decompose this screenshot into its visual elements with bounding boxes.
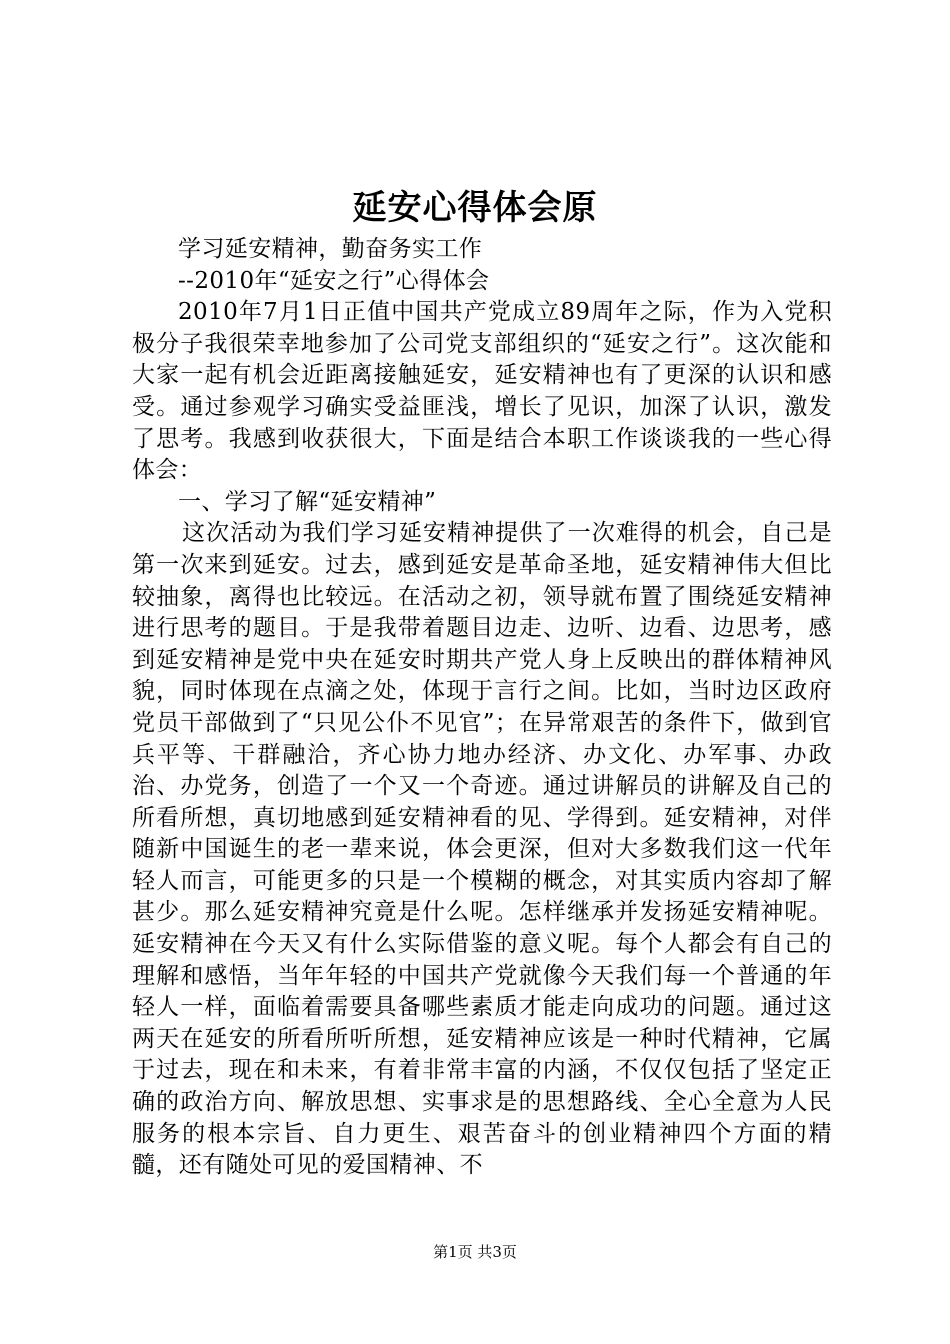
document-sub-subtitle: --2010年“延安之行”心得体会 [178, 267, 490, 294]
page-number-footer: 第1页 共3页 [433, 1243, 517, 1261]
section-heading: 一、学习了解“延安精神” [178, 488, 437, 515]
body-paragraph: 2010年7月1日正值中国共产党成立89周年之际，作为入党积极分子我很荣幸地参加了公司党支部组织的“延安之行”。这次能和大家一起有机会近距离接触延安，延安精神也有了更深的认识和感受。通过参观学习确实受益匪浅，增长了见识，加深了认识，激发了思考。我感到收获很大，下面是结合本职工作谈谈我的一些心得体会： [132, 299, 832, 484]
section-paragraph: 这次活动为我们学习延安精神提供了一次难得的机会，自己是第一次来到延安。过去，感到延安是革命圣地，延安精神伟大但比较抽象，离得也比较远。在活动之初，领导就布置了围绕延安精神进行思考的题目。于是我带着题目边走、边听、边看、边思考，感到延安精神是党中央在延安时期共产党人身上反映出的群体精神风貌，同时体现在点滴之处，体现于言行之间。比如，当时边区政府党员干部做到了“只见公仆不见官”；在异常艰苦的条件下，做到官兵平等、干群融洽，齐心协力地办经济、办文化、办军事、办政治、办党务，创造了一个又一个奇迹。通过讲解员的讲解及自己的所看所想，真切地感到延安精神看的见、学得到。延安精神，对伴随新中国诞生的老一辈来说，体会更深，但对大多数我们这一代年轻人而言，可能更多的只是一个模糊的概念，对其实质内容却了解甚少。那么延安精神究竟是什么呢。怎样继承并发扬延安精神呢。延安精神在今天又有什么实际借鉴的意义呢。每个人都会有自己的理解和感悟，当年年轻的中国共产党就像今天我们每一个普通的年轻人一样，面临着需要具备哪些素质才能走向成功的问题。通过这两天在延安的所看所听所想，延安精神应该是一种时代精神，它属于过去，现在和未来，有着非常丰富的内涵，不仅仅包括了坚定正确的政治方向、解放思想、实事求是的思想路线、全心全意为人民服务的根本宗旨、自力更生、艰苦奋斗的创业精神四个方面的精髓，还有随处可见的爱国精神、不 [132, 520, 832, 1179]
document-subtitle: 学习延安精神，勤奋务实工作 [178, 236, 483, 262]
document-body [132, 234, 832, 1182]
document-title: 延安心得体会原 [352, 188, 598, 228]
